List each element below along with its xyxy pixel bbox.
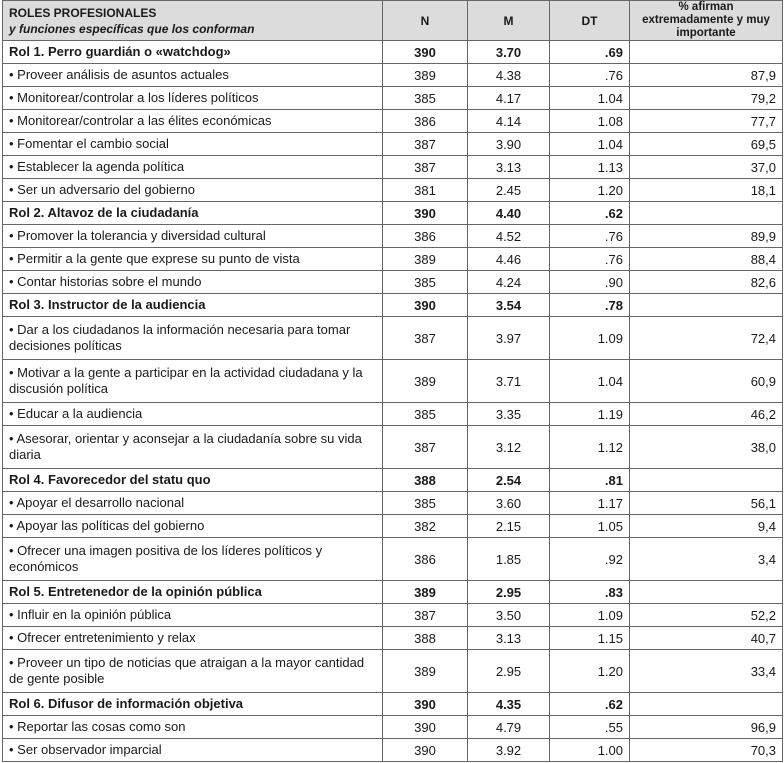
row-label: Rol 3. Instructor de la audiencia (3, 294, 383, 317)
cell-dt: 1.05 (550, 515, 630, 538)
row-label: • Dar a los ciudadanos la información necesaria para tomar decisiones políticas (3, 317, 383, 360)
cell-dt: .90 (550, 271, 630, 294)
cell-n: 390 (383, 716, 468, 739)
row-label: • Monitorear/controlar a las élites económicas (3, 110, 383, 133)
row-label: • Proveer un tipo de noticias que atraigan a la mayor cantidad de gente posible (3, 650, 383, 693)
header-dt: DT (550, 1, 630, 41)
table-row (3, 716, 783, 739)
row-label: • Fomentar el cambio social (3, 133, 383, 156)
cell-pct: 56,1 (630, 492, 783, 515)
cell-n: 385 (383, 492, 468, 515)
cell-pct: 77,7 (630, 110, 783, 133)
cell-m: 3.97 (468, 317, 550, 360)
cell-dt: .81 (550, 469, 630, 492)
cell-dt: .78 (550, 294, 630, 317)
cell-m: 3.13 (468, 627, 550, 650)
role-group-row (3, 294, 783, 317)
table-row (3, 739, 783, 762)
cell-m: 2.95 (468, 581, 550, 604)
cell-dt: 1.17 (550, 492, 630, 515)
table-row (3, 133, 783, 156)
cell-dt: .76 (550, 64, 630, 87)
cell-dt: .55 (550, 716, 630, 739)
cell-n: 387 (383, 317, 468, 360)
table-row (3, 538, 783, 581)
row-label: • Motivar a la gente a participar en la actividad ciudadana y la discusión política (3, 360, 383, 403)
row-label: • Educar a la audiencia (3, 403, 383, 426)
row-label: • Ser un adversario del gobierno (3, 179, 383, 202)
cell-dt: 1.19 (550, 403, 630, 426)
roles-table (2, 0, 783, 762)
cell-dt: .62 (550, 202, 630, 225)
row-label: • Reportar las cosas como son (3, 716, 383, 739)
header-pct: % afirman extremadamente y muy importante (630, 1, 783, 41)
cell-n: 390 (383, 202, 468, 225)
cell-pct: 52,2 (630, 604, 783, 627)
cell-dt: 1.00 (550, 739, 630, 762)
row-label: Rol 2. Altavoz de la ciudadanía (3, 202, 383, 225)
cell-n: 390 (383, 41, 468, 64)
cell-m: 3.60 (468, 492, 550, 515)
cell-pct: 72,4 (630, 317, 783, 360)
cell-n: 382 (383, 515, 468, 538)
cell-pct: 79,2 (630, 87, 783, 110)
cell-n: 387 (383, 156, 468, 179)
cell-m: 4.38 (468, 64, 550, 87)
table-row (3, 627, 783, 650)
cell-pct: 89,9 (630, 225, 783, 248)
table-row (3, 403, 783, 426)
cell-pct (630, 202, 783, 225)
row-label: • Apoyar el desarrollo nacional (3, 492, 383, 515)
table-header (3, 1, 783, 41)
cell-m: 3.71 (468, 360, 550, 403)
role-group-row (3, 202, 783, 225)
row-label: • Asesorar, orientar y aconsejar a la ciudadanía sobre su vida diaria (3, 426, 383, 469)
cell-n: 385 (383, 271, 468, 294)
cell-n: 386 (383, 538, 468, 581)
cell-dt: .83 (550, 581, 630, 604)
cell-pct: 82,6 (630, 271, 783, 294)
table-row (3, 515, 783, 538)
cell-m: 3.35 (468, 403, 550, 426)
cell-pct: 9,4 (630, 515, 783, 538)
header-m: M (468, 1, 550, 41)
cell-n: 385 (383, 87, 468, 110)
cell-n: 386 (383, 225, 468, 248)
cell-m: 4.24 (468, 271, 550, 294)
cell-pct: 60,9 (630, 360, 783, 403)
cell-m: 4.46 (468, 248, 550, 271)
role-group-row (3, 581, 783, 604)
table-row (3, 179, 783, 202)
cell-n: 388 (383, 627, 468, 650)
cell-dt: .92 (550, 538, 630, 581)
cell-pct (630, 41, 783, 64)
row-label: • Apoyar las políticas del gobierno (3, 515, 383, 538)
cell-n: 389 (383, 581, 468, 604)
cell-n: 389 (383, 64, 468, 87)
header-subtitle: y funciones específicas que los conforman (9, 21, 255, 36)
cell-pct: 18,1 (630, 179, 783, 202)
role-group-row (3, 41, 783, 64)
row-label: • Influir en la opinión pública (3, 604, 383, 627)
cell-n: 390 (383, 693, 468, 716)
cell-pct: 38,0 (630, 426, 783, 469)
table-row (3, 426, 783, 469)
cell-pct: 96,9 (630, 716, 783, 739)
cell-m: 3.92 (468, 739, 550, 762)
cell-pct: 3,4 (630, 538, 783, 581)
table-row (3, 604, 783, 627)
cell-n: 390 (383, 739, 468, 762)
cell-dt: 1.04 (550, 360, 630, 403)
cell-m: 4.17 (468, 87, 550, 110)
cell-pct (630, 581, 783, 604)
row-label: • Promover la tolerancia y diversidad cultural (3, 225, 383, 248)
cell-dt: 1.04 (550, 87, 630, 110)
cell-n: 381 (383, 179, 468, 202)
cell-dt: 1.04 (550, 133, 630, 156)
cell-pct: 87,9 (630, 64, 783, 87)
cell-n: 389 (383, 360, 468, 403)
cell-n: 387 (383, 426, 468, 469)
cell-pct (630, 294, 783, 317)
cell-n: 387 (383, 604, 468, 627)
cell-n: 390 (383, 294, 468, 317)
cell-m: 2.15 (468, 515, 550, 538)
row-label: • Establecer la agenda política (3, 156, 383, 179)
table-row (3, 360, 783, 403)
table-row (3, 271, 783, 294)
cell-pct: 46,2 (630, 403, 783, 426)
cell-n: 389 (383, 650, 468, 693)
row-label: Rol 5. Entretenedor de la opinión pública (3, 581, 383, 604)
header-n: N (383, 1, 468, 41)
row-label: Rol 1. Perro guardián o «watchdog» (3, 41, 383, 64)
cell-pct: 40,7 (630, 627, 783, 650)
cell-dt: .69 (550, 41, 630, 64)
row-label: • Contar historias sobre el mundo (3, 271, 383, 294)
cell-pct: 37,0 (630, 156, 783, 179)
cell-pct: 70,3 (630, 739, 783, 762)
cell-dt: .62 (550, 693, 630, 716)
table-row (3, 64, 783, 87)
cell-dt: 1.08 (550, 110, 630, 133)
cell-n: 388 (383, 469, 468, 492)
cell-m: 1.85 (468, 538, 550, 581)
header-title: ROLES PROFESIONALES (9, 5, 157, 20)
cell-dt: .76 (550, 225, 630, 248)
cell-dt: 1.20 (550, 650, 630, 693)
cell-n: 387 (383, 133, 468, 156)
role-group-row (3, 469, 783, 492)
cell-pct (630, 469, 783, 492)
cell-dt: 1.09 (550, 317, 630, 360)
row-label: • Proveer análisis de asuntos actuales (3, 64, 383, 87)
cell-dt: 1.09 (550, 604, 630, 627)
cell-m: 3.90 (468, 133, 550, 156)
cell-dt: 1.13 (550, 156, 630, 179)
cell-m: 4.79 (468, 716, 550, 739)
table-row (3, 225, 783, 248)
table-row (3, 650, 783, 693)
cell-m: 3.50 (468, 604, 550, 627)
cell-pct: 33,4 (630, 650, 783, 693)
row-label: • Monitorear/controlar a los líderes políticos (3, 87, 383, 110)
cell-m: 2.95 (468, 650, 550, 693)
cell-m: 3.70 (468, 41, 550, 64)
cell-m: 3.13 (468, 156, 550, 179)
cell-m: 3.12 (468, 426, 550, 469)
table-row (3, 317, 783, 360)
table-row (3, 87, 783, 110)
cell-pct: 88,4 (630, 248, 783, 271)
cell-n: 386 (383, 110, 468, 133)
cell-m: 4.52 (468, 225, 550, 248)
cell-n: 389 (383, 248, 468, 271)
cell-m: 4.35 (468, 693, 550, 716)
cell-m: 3.54 (468, 294, 550, 317)
cell-pct (630, 693, 783, 716)
role-group-row (3, 693, 783, 716)
cell-dt: 1.15 (550, 627, 630, 650)
table-row (3, 492, 783, 515)
cell-dt: .76 (550, 248, 630, 271)
cell-m: 2.54 (468, 469, 550, 492)
row-label: • Permitir a la gente que exprese su punto de vista (3, 248, 383, 271)
row-label: • Ser observador imparcial (3, 739, 383, 762)
cell-dt: 1.20 (550, 179, 630, 202)
cell-pct: 69,5 (630, 133, 783, 156)
table-row (3, 110, 783, 133)
table-body (3, 41, 783, 762)
cell-n: 385 (383, 403, 468, 426)
row-label: • Ofrecer una imagen positiva de los líderes políticos y económicos (3, 538, 383, 581)
table-row (3, 156, 783, 179)
cell-m: 4.14 (468, 110, 550, 133)
cell-m: 2.45 (468, 179, 550, 202)
table-row (3, 248, 783, 271)
row-label: Rol 4. Favorecedor del statu quo (3, 469, 383, 492)
header-roles (3, 1, 383, 41)
cell-dt: 1.12 (550, 426, 630, 469)
row-label: Rol 6. Difusor de información objetiva (3, 693, 383, 716)
row-label: • Ofrecer entretenimiento y relax (3, 627, 383, 650)
cell-m: 4.40 (468, 202, 550, 225)
